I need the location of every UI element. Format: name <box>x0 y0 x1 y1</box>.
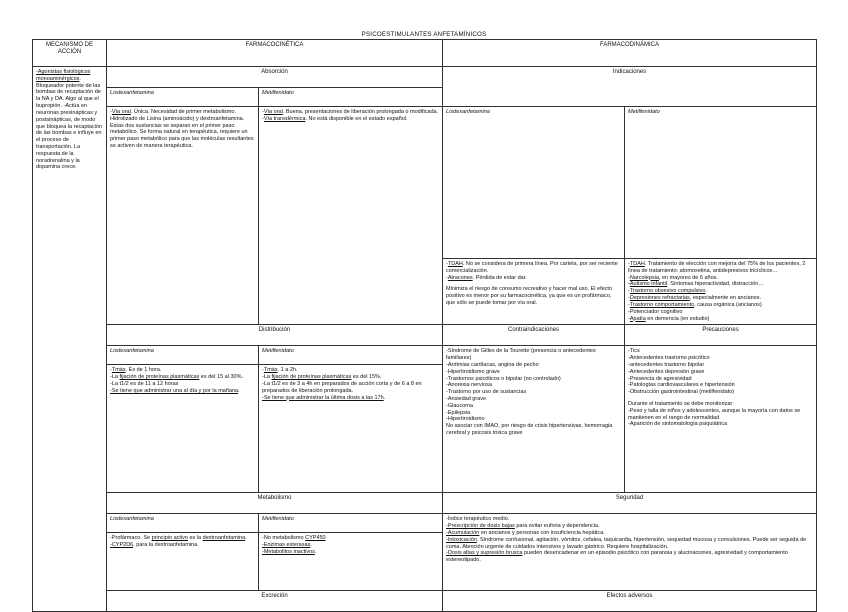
pharmacology-table <box>32 39 817 612</box>
distribucion-lisdex-label: Lisdexanfetamina <box>107 346 259 365</box>
administrar-text: -Se tiene que administrar la última dosis a las 17h <box>262 394 384 401</box>
acumulacion-text: -Acumulación <box>446 529 480 536</box>
atracones-text: Atracones <box>447 274 473 281</box>
absorcion-lisdex-p2: Hidrolizado de Lisina (aminoácido) y dextroanfetamina. Estas dos sustancias se separan en el primer paso metabólico. Se forma natural en terapéutica, requiere un primer paso metabólico para que las moléculas resultantes se activen de manera terapéutica. <box>110 115 254 150</box>
precaucion-item: -Obstrucción gastrointestinal (metilfenidato) <box>628 389 735 396</box>
depresiones-text: Depresiones refractarias <box>629 295 690 302</box>
section-indicaciones: Indicaciones <box>443 67 817 107</box>
contraindicacion-item: -Ansiedad grave <box>446 396 487 402</box>
precaucion-item: -antecedentes trastorno bipolar <box>628 361 705 368</box>
distribucion-metil-d1: . 1 a 2h. <box>277 367 298 374</box>
distribucion-lisdex-d1: . Es de 1 hora. <box>125 367 162 374</box>
indicaciones-lisdex: -TDAH. No se considera de primera línea. Por cartela, por ser reciente comercialización. -Atracones. Pérdida de estar dar. Minimiza el riesgo de consumo recreativo y hacer mal uso. El efecto positivo es menor por su farmacocinética, ya que es un profármaco, que sólo se puede tomar por vía oral. <box>443 259 625 325</box>
distribucion-metil-d2a: -La <box>262 374 272 381</box>
metabolismo-metil-m1a: -No metabolismo <box>262 535 306 542</box>
header-farmacocinetica: FARMACOCINÉTICA <box>107 40 443 67</box>
metabolismo-lisdex-label: Lisdexanfetamina <box>107 514 259 533</box>
contraindicacion-item: -Hipertiroidismo grave <box>446 368 500 375</box>
seguridad-s2: para evitar euforia y dependencia. <box>514 523 600 530</box>
absorcion-metil: -Vía oral. Buena, presentaciones de liberación prolongada o modificada. -Vía transdérmica. No está disponible en el estado español. <box>259 107 443 325</box>
intoxicacion-text: -Intoxicación <box>446 536 477 543</box>
absorcion-metil-p2: . No está disponible en el estado español. <box>305 115 408 122</box>
metabolismo-metil-m2: . <box>310 542 312 549</box>
narcolepsia-text: Narcolepsia <box>629 274 659 281</box>
metabolismo-metil <box>259 533 443 591</box>
absorcion-metil-p1: . Buena, presentaciones de liberación prolongada o modificada. <box>282 109 439 115</box>
absorcion-lisdex-label: Lisdexanfetamina <box>107 88 259 107</box>
seguridad-text <box>443 514 817 591</box>
cyp450-text: CYP450 <box>305 535 326 542</box>
section-contraindicaciones: Contraindicaciones <box>443 325 625 346</box>
tmax-text: Tmáx <box>111 367 126 374</box>
monitor-item: -Aparición de sintomatología psiquiátrica <box>628 421 728 428</box>
monitor-item: Durante el tratamiento se debe monitorizar: <box>628 401 734 407</box>
absorcion-lisdex: -Vía oral. Única. Necesidad de primer metabolismo. Hidrolizado de Lisina (aminoácido) y dextroanfetamina. Estas dos sustancias se separan en el primer paso metabólico. Se forma natural en terapéutica, requiere un primer paso metabólico para que las moléculas resultantes se activen de manera terapéutica. <box>107 107 259 325</box>
distribucion-lisdex-d2a: -La <box>110 374 120 381</box>
contraindicaciones-list <box>443 346 625 493</box>
absorcion-lisdex-p1: . Única. Necesidad de primer metabolismo. <box>130 109 236 115</box>
header-farmacodinamica: FARMACODINÁMICA <box>443 40 817 67</box>
section-absorcion: Absorción <box>107 67 443 88</box>
distribucion-lisdex-d3: -La t1/2 es de 11 a 12 horas <box>110 380 179 387</box>
precauciones-list <box>625 346 817 493</box>
contraindicacion-item: -Anorexia nerviosa <box>446 382 492 389</box>
metabolismo-metil-label: Metilfenidato <box>259 514 443 533</box>
monitor-item: -Peso y talla de niños y adolescentes, aunque la mayoría con datos se mantienen en el rango de normalidad <box>628 407 801 421</box>
metabolismo-lisdex-m1b: es la <box>187 535 203 542</box>
seguridad-s3: en ancianos y personas con insuficiencia hepática. <box>479 529 605 536</box>
indicaciones-metil-i5: , especialmente en ancianos. <box>689 295 762 302</box>
indicaciones-metil-i4: . <box>705 288 707 295</box>
precaucion-item: -Presencia de agresividad <box>628 375 692 382</box>
distribucion-lisdex: -Tmáx. Es de 1 hora. -La fijación de proteínas plasmáticas es del 15 al 30%. -La t1/2 es de 11 a 12 horas -Se tiene que administrar una al día y por la mañana. <box>107 365 259 493</box>
toc-text: Trastorno obsesivo compulsivo <box>629 288 706 295</box>
dextroanfetamina-text: dextroanfetamina <box>202 535 246 542</box>
mecanismo-text: . Bloqueador potente de las bombas de recaptación de la NA y DA. Algo al que el bupropión. -Actúa en neuronas presinápticas y postsinápticas, de modo que bloquea la recaptación de las bombas e influye en el proceso de transportación. La respuesta de la noradrenalina y la dopamina crece. <box>36 75 103 171</box>
section-seguridad: Seguridad <box>443 493 817 514</box>
contraindicacion-item: -Glaucoma <box>446 402 473 409</box>
tdah-text: TDAH <box>629 261 645 267</box>
mecanismo-agonistas: -Agonistas fisiológicos monoaminérgicos <box>36 69 91 82</box>
fijacion-proteinas-text: fijación de proteínas plasmáticas <box>271 374 352 381</box>
contraindicacion-item: -Trastornos psicóticos o bipolar (no controlado) <box>446 375 561 382</box>
indicaciones-lisdex-label: Lisdexanfetamina <box>443 107 625 259</box>
tmax-text: Tmáx <box>263 367 278 374</box>
distribucion-metil-d4: . <box>383 394 386 401</box>
metabolismo-lisdex-m1a: -Profármaco. Se <box>110 535 152 542</box>
distribucion-metil-label: Metilfenidato <box>259 346 443 365</box>
via-oral-text: Vía oral <box>263 109 283 115</box>
apatia-text: Apatía <box>629 315 646 322</box>
indicaciones-metil-i7: -Potenciador cognitivo <box>628 308 683 315</box>
fijacion-proteinas-text: fijación de proteínas plasmáticas <box>119 374 200 381</box>
metabolismo-lisdex-m1c: . <box>245 535 247 542</box>
metabolismo-lisdex-m2: , para la dextroanfetamina. <box>133 542 199 549</box>
distribucion-metil: -Tmáx. 1 a 2h. -La fijación de proteínas plasmáticas es del 15%. -La t1/2 es de 3 a 4h en preparados de acción corta y de 6 a 8 en preparados de liberación prolongada. -Se tiene que administrar la última dosis a las 17h. <box>259 365 443 493</box>
distribucion-metil-d3: -La t1/2 es de 3 a 4h en preparados de acción corta y de 6 a 8 en preparados de liberación prolongada. <box>262 380 422 394</box>
contraindicacion-item: -Trastorno por uso de sustancias <box>446 389 527 396</box>
metabolitos-text: -Metabolitos inactivos <box>262 548 315 555</box>
principio-activo-text: principio activo <box>151 535 188 542</box>
contraindicacion-item: -Síndrome de Gilles de la Tourette (presencia o antecedentes familiares) <box>446 348 596 362</box>
contraindicacion-item: -Hipertiroidismo <box>446 416 485 423</box>
esterasas-text: -Enzimas esterasas <box>262 542 311 549</box>
precaucion-item: -Patologías cardiovasculares e hipertensión <box>628 382 735 389</box>
contraindicacion-item: -Epilepsia <box>446 409 471 416</box>
indicaciones-metil-label: Metilfenidato <box>625 107 817 259</box>
section-precauciones: Precauciones <box>625 325 817 346</box>
dosis-bajas-text: -Prescripción de dosis bajas <box>446 523 515 530</box>
via-transdermica-text: Vía transdérmica <box>263 115 306 122</box>
distribucion-lisdex-d4: . <box>238 387 240 394</box>
mecanismo-cell <box>33 67 107 612</box>
indicaciones-metil-i2: , en mayores de 6 años. <box>658 274 718 281</box>
indicaciones-metil-i8: en demencia (en estudio) <box>645 315 710 322</box>
indicaciones-metil-i3: . Síntomas hiperactividad, distracción… <box>667 281 764 288</box>
precaucion-item: -Tics <box>628 348 640 355</box>
absorcion-metil-label: Metilfenidato <box>259 88 443 107</box>
distribucion-metil-d2: es del 15%. <box>351 374 382 381</box>
indicaciones-metil: -TDAH. Tratamiento de elección con mejoría del 75% de los pacientes, 2 línea de tratamiento: atomoxetina, antidepresivos tricíclicos… -Narcolepsia, en mayores de 6 años. -Autismo infantil. Síntomas hiperactividad, distracción… -Trastorno obsesivo compulsivo. -Depresiones refractarias, especialmente en ancianos. -Trastorno comportamiento, causa orgánica (ancianos) -Potenciador cognitivo -Apatía en demencia (en estudio) <box>625 259 817 325</box>
section-metabolismo: Metabolismo <box>107 493 443 514</box>
metabolismo-lisdex <box>107 533 259 591</box>
precaucion-item: -Antecedentes trastorno psicótico <box>628 355 710 362</box>
contraindicacion-item: No asociar con IMAO, por riesgo de crisis hipertensivas, hemorragia cerebral y psicosis tóxica grave <box>446 423 613 437</box>
indicaciones-lisdex-i2: . Pérdida de estar dar. <box>472 274 527 281</box>
metabolismo-metil-m3: . <box>314 548 317 555</box>
dosis-altas-text: -Dosis altas y supresión brusca <box>446 550 523 557</box>
precaucion-item: -Antecedentes depresión grave <box>628 368 705 375</box>
via-oral-text: Vía oral <box>111 109 131 115</box>
contraindicacion-item: -Arritmias cardíacas, angina de pecho <box>446 361 539 368</box>
administrar-text: -Se tiene que administrar una al día y por la mañana <box>110 387 239 394</box>
seguridad-s4: . Síndrome confusional, agitación, vómitos, cefalea, taquicardia, hipertensión, sequedad mucosa y convulsiones. Puede ser seguida de coma. Atención urgente de cuidados intensivos y lavado gástrico. Requiere hospitalización. <box>446 536 807 550</box>
distribucion-lisdex-d2: es del 15 al 30%. <box>199 374 244 381</box>
tdah-text: TDAH <box>447 261 463 267</box>
indicaciones-lisdex-p: Minimiza el riesgo de consumo recreativo y hacer mal uso. El efecto positivo es menor por su farmacocinética, ya que es un profármaco, que sólo se puede tomar por vía oral. <box>446 286 613 307</box>
trastorno-comportamiento-text: Trastorno comportamiento <box>629 301 695 308</box>
header-mecanismo: MECANISMO DE ACCIÓN <box>33 40 107 67</box>
indicaciones-lisdex-i1: . No se considera de primera línea. Por cartela, por ser reciente comercialización. <box>446 261 618 274</box>
page-title: PSICOESTIMULANTES ANFETAMÍNICOS <box>361 31 487 38</box>
seguridad-s5: pueden desencadenar en un episodio psicótico con paranoia y alucinaciones, agresividad y comportamiento estereotipado. <box>446 550 788 564</box>
indicaciones-metil-i1: . Tratamiento de elección con mejoría del 75% de los pacientes, 2 línea de tratamiento: atomoxetina, antidepresivos tricíclicos… <box>628 261 806 274</box>
autismo-text: Autismo infantil <box>629 281 668 288</box>
indicaciones-metil-i6: , causa orgánica (ancianos) <box>694 301 762 308</box>
cyp2d6-text: -CYP2D6 <box>110 542 134 549</box>
seguridad-s1: -Índice terapéutico medio. <box>446 516 510 523</box>
section-efectos-adversos: Efectos adversos <box>443 591 817 612</box>
section-distribucion: Distribución <box>107 325 443 346</box>
section-excrecion: Excreción <box>107 591 443 612</box>
